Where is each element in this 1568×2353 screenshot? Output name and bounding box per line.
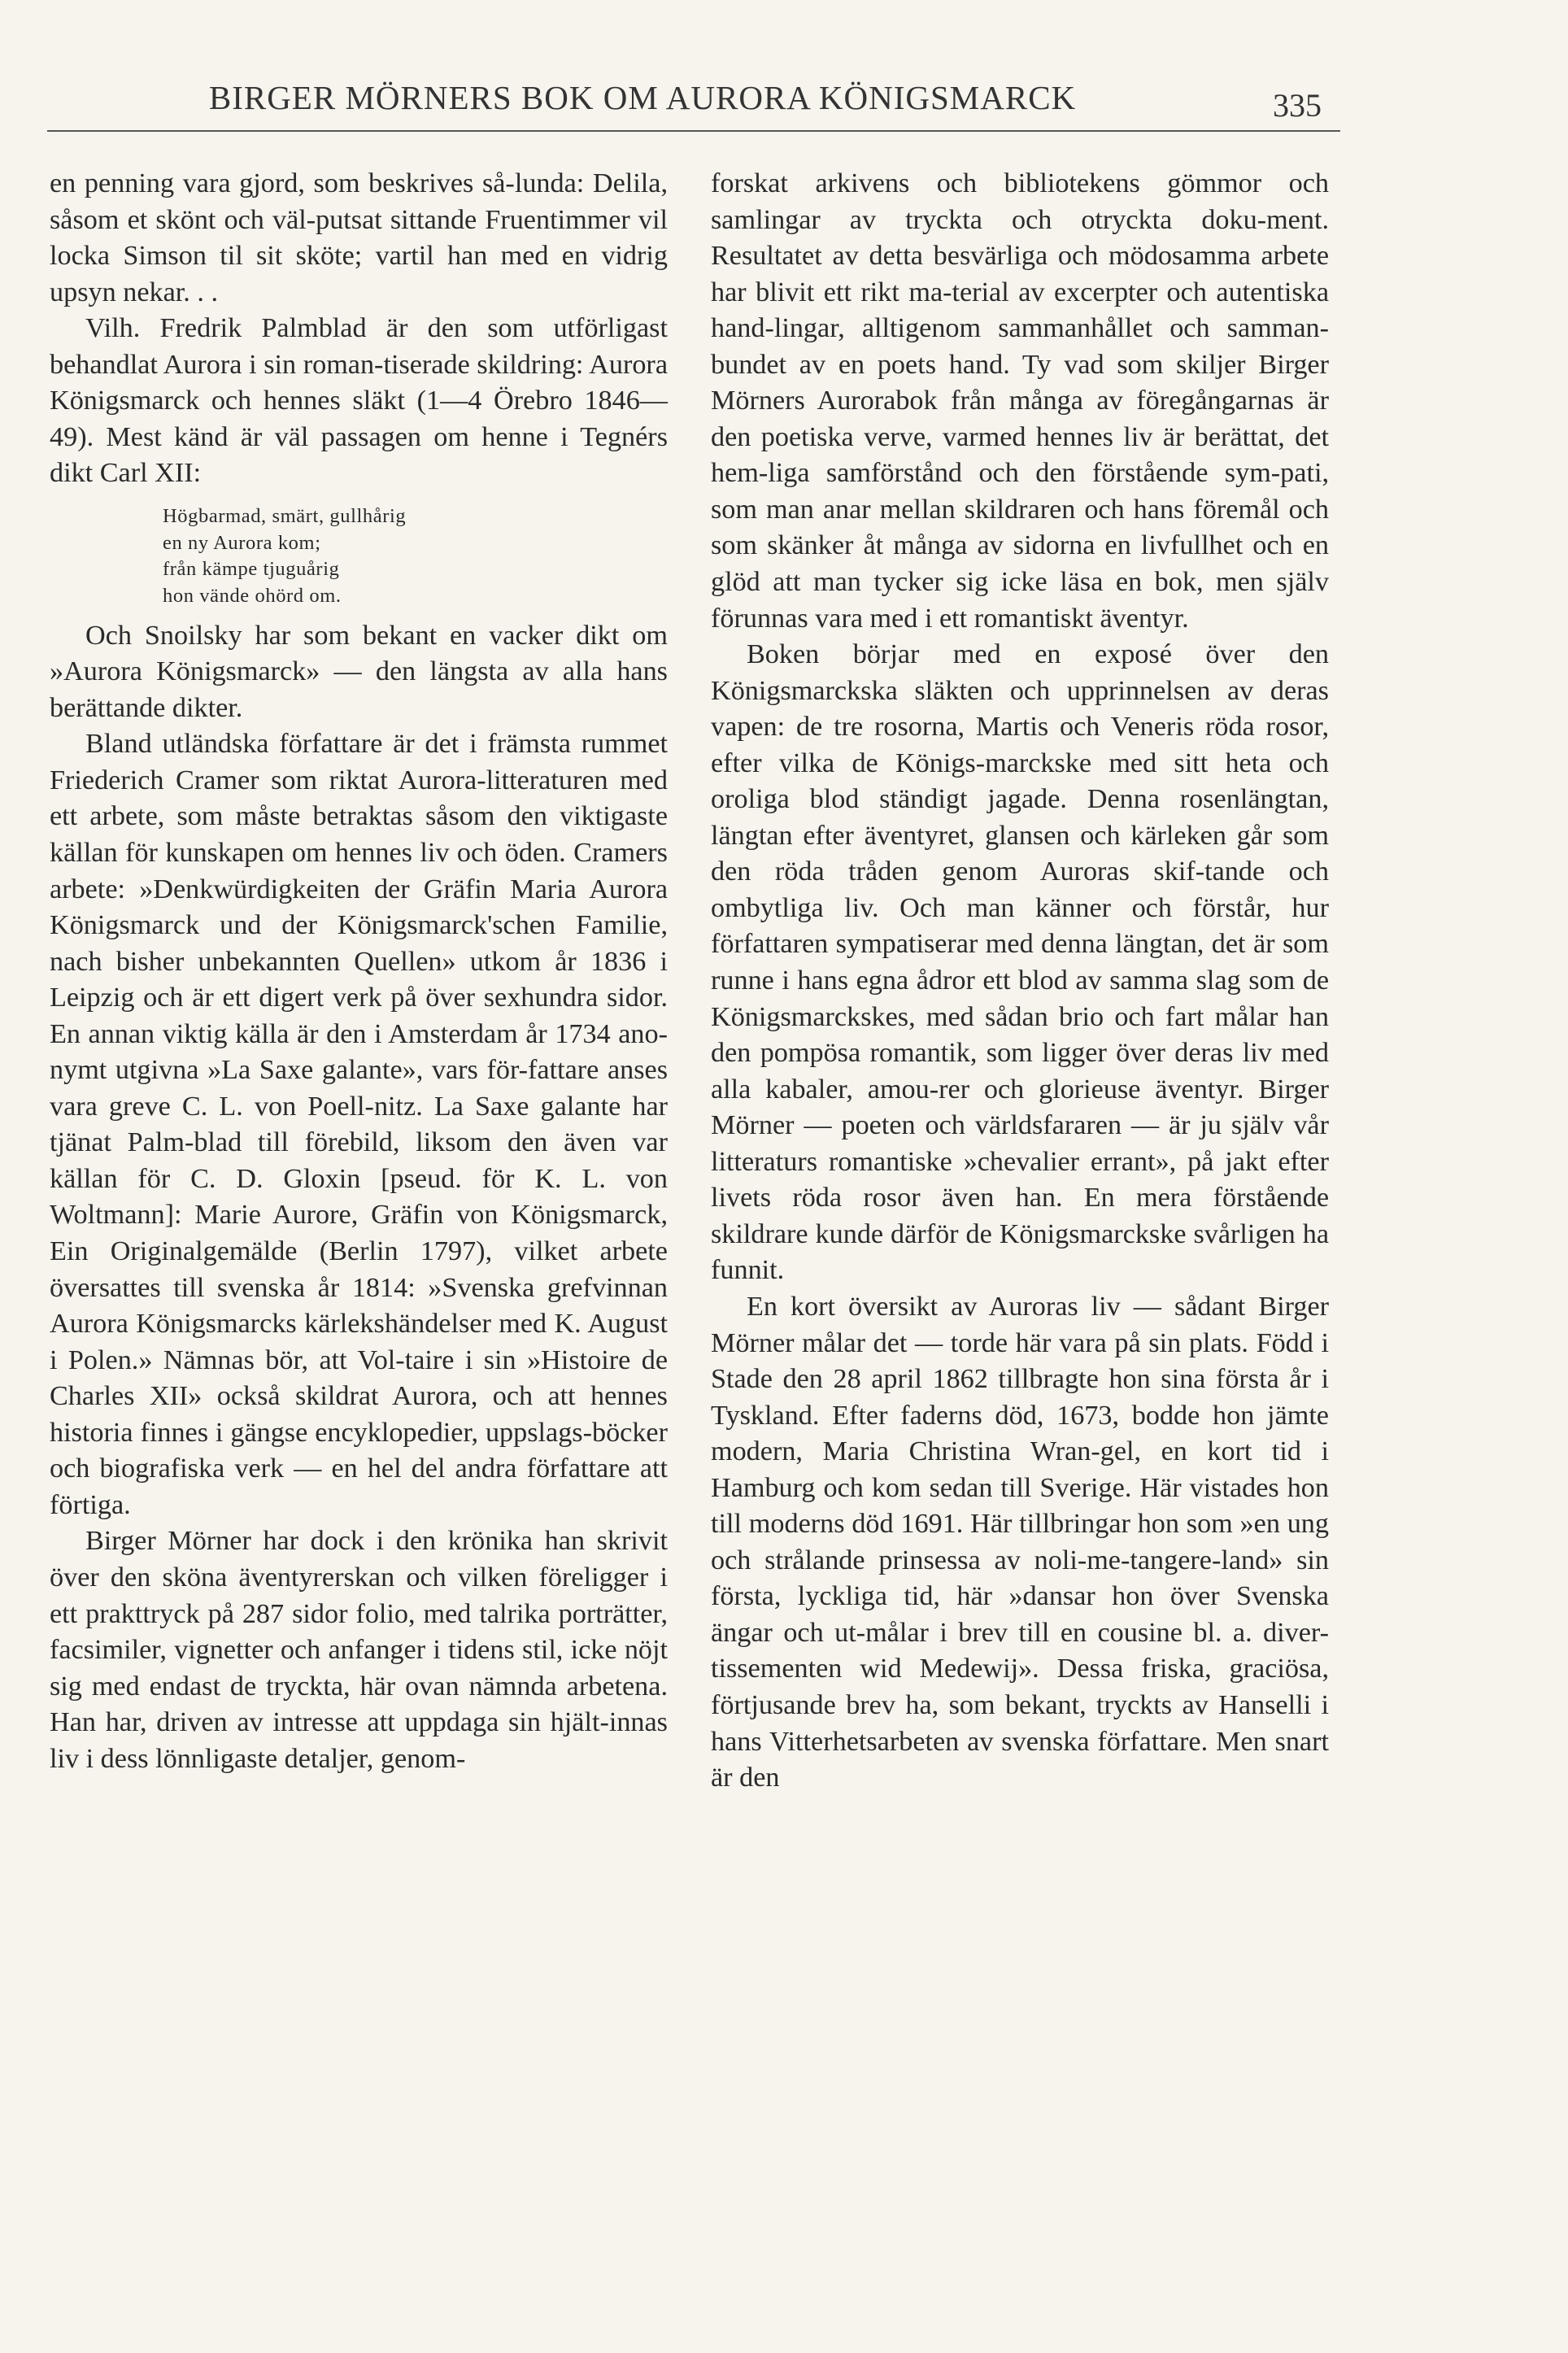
running-header-title: BIRGER MÖRNERS BOK OM AURORA KÖNIGSMARCK	[208, 79, 1077, 116]
paragraph: forskat arkivens och bibliotekens gömmor och samlingar av tryckta och otryckta doku-ment. Resultatet av detta besvärliga och mödosamma arbete har blivit ett rikt ma-terial av excerpter och autentiska hand-lingar, alltigenom sammanhållet och samman-bundet av en poets hand. Ty vad som skiljer Birger Mörners Aurorabok från många av föregångarnas är den poetiska verve, varmed hennes liv är berättat, det hem-liga samförstånd och den förstående sym-pati, som man anar mellan skildraren och hans föremål och som skänker åt många av sidorna en livfullhet och en glöd att man tycker sig icke läsa en bok, men själv förunnas vara med i ett romantiskt äventyr.	[711, 168, 1329, 634]
paragraph: Boken börjar med en exposé över den Königsmarckska släkten och upprinnelsen av deras vapen: de tre rosorna, Martis och Veneris röda rosor, efter vilka de Königs-marckske med sitt heta och oroliga blod ständigt jagade. Denna rosenlängtan, längtan efter äventyret, glansen och kärleken går som den röda tråden genom Auroras skif-tande och ombytliga liv. Och man känner och förstår, hur författaren sympatiserar med denna längtan, det är som runne i hans egna ådror ett blod av samma slag som de Königsmarckskes, med sådan brio och fart målar han den pompösa romantik, som ligger över deras liv med alla kabaler, amou-rer och glorieuse äventyr. Birger Mörner — poeten och världsfararen — är ju själv vår litteraturs romantiske »chevalier errant», på jakt efter livets röda rosor även han. En mera förstående skildrare kunde därför de Königsmarckske svårligen ha funnit.	[711, 639, 1329, 1286]
poem-line: en ny Aurora kom;	[163, 531, 321, 554]
header-divider	[47, 130, 1340, 132]
paragraph: Och Snoilsky har som bekant en vacker dikt om »Aurora Königsmarck» — den längsta av alla hans berättande dikter.	[50, 620, 668, 723]
paragraph: En kort översikt av Auroras liv — sådant Birger Mörner målar det — torde här vara på sin plats. Född i Stade den 28 april 1862 tillbragte hon sina första år i Tyskland. Efter faderns död, 1673, bodde hon jämte modern, Maria Christina Wran-gel, en kort tid i Hamburg och kom sedan till Sverige. Här vistades hon till moderns död 1691. Här tillbringar hon som »en ung och strålande prinsessa av noli-me-tangere-land» sin första, lyckliga tid, här »dansar hon över Svenska ängar och ut-målar i brev till en cousine bl. a. diver-tissementen wid Medewij». Dessa friska, graciösa, förtjusande brev ha, som bekant, tryckts av Hanselli i hans Vitterhetsarbeten av svenska författare. Men snart är den	[711, 1291, 1329, 1793]
page-number: 335	[1273, 87, 1322, 124]
paragraph: Bland utländska författare är det i främsta rummet Friederich Cramer som riktat Aurora-litteraturen med ett arbete, som måste betraktas såsom den viktigaste källan för kunskapen om hennes liv och öden. Cramers arbete: »Denkwürdigkeiten der Gräfin Maria Aurora Königsmarck und der Königsmarck'schen Familie, nach bisher unbekannten Quellen» utkom år 1836 i Leipzig och är ett digert verk på över sexhundra sidor. En annan viktig källa är den i Amsterdam år 1734 ano-nymt utgivna »La Saxe galante», vars för-fattare anses vara greve C. L. von Poell-nitz. La Saxe galante har tjänat Palm-blad till förebild, liksom den även var källan för C. D. Gloxin [pseud. för K. L. von Woltmann]: Marie Aurore, Gräfin von Königsmarck, Ein Originalgemälde (Berlin 1797), vilket arbete översattes till svenska år 1814: »Svenska grefvinnan Aurora Königsmarcks kärlekshändelser med K. August i Polen.» Nämnas bör, att Vol-taire i sin »Histoire de Charles XII» också skildrat Aurora, och att hennes historia finnes i gängse encyklopedier, uppslags-böcker och biografiska verk — en hel del andra författare att förtiga.	[50, 729, 668, 1520]
paragraph: en penning vara gjord, som beskrives så-lunda: Delila, såsom et skönt och väl-putsat sittande Fruentimmer vil locka Simson til sit sköte; vartil han med en vidrig upsyn nekar. . .	[50, 168, 668, 307]
poem-line: hon vände ohörd om.	[163, 585, 342, 608]
poem-quote	[163, 503, 668, 610]
paragraph: Vilh. Fredrik Palmblad är den som utförligast behandlat Aurora i sin roman-tiserade skildring: Aurora Königsmarck och hennes släkt (1—4 Örebro 1846—49). Mest känd är väl passagen om henne i Tegnérs dikt Carl XII:	[50, 313, 668, 489]
left-column	[50, 166, 668, 1777]
poem-line: Högbarmad, smärt, gullhårig	[163, 504, 407, 527]
paragraph: Birger Mörner har dock i den krönika han skrivit över den sköna äventyrerskan och vilken föreligger i ett prakttryck på 287 sidor folio, med talrika porträtter, facsimiler, vignetter och anfanger i tidens stil, icke nöjt sig med endast de tryckta, här ovan nämnda arbetena. Han har, driven av intresse att uppdaga sin hjält-innas liv i dess lönnligaste detaljer, genom-	[50, 1526, 668, 1774]
poem-line: från kämpe tjuguårig	[163, 558, 340, 581]
right-column	[711, 166, 1329, 1797]
